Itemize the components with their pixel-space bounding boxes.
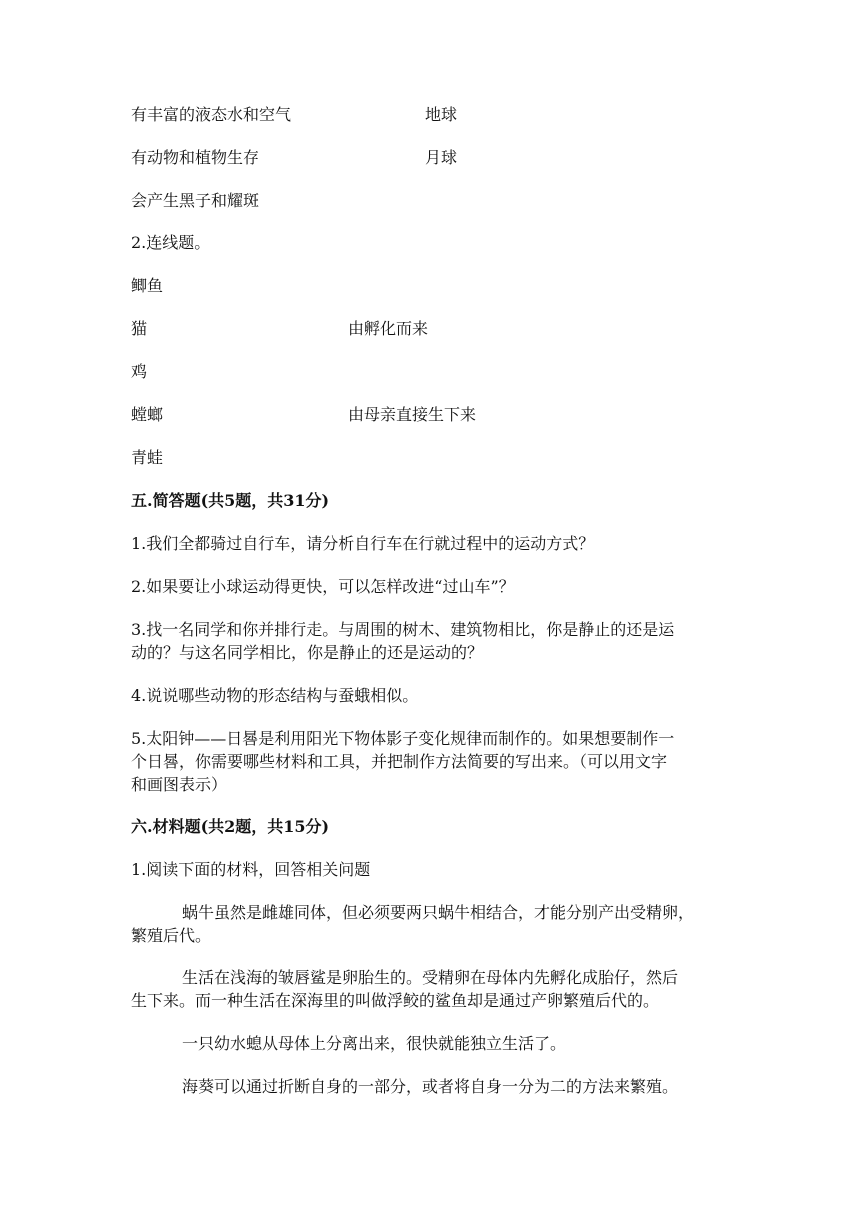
section5-question-5-line-1: 5.太阳钟——日晷是利用阳光下物体影子变化规律而制作的。如果想要制作一: [131, 729, 675, 748]
section5-question-2: 2.如果要让小球运动得更快，可以怎样改进“过山车”？: [131, 577, 515, 596]
match1-right-item-1: 地球: [425, 105, 458, 124]
match2-left-item-3: 鸡: [131, 362, 148, 381]
section5-question-5-line-3: 和画图表示）: [131, 775, 228, 794]
material-paragraph-1-line-1: 蜗牛虽然是雌雄同体，但必须要两只蜗牛相结合，才能分别产出受精卵，: [182, 903, 695, 922]
match2-left-item-4: 螳螂: [131, 405, 164, 424]
material-paragraph-3: 一只幼水螅从母体上分离出来，很快就能独立生活了。: [182, 1034, 567, 1053]
match1-left-item-3: 会产生黑子和耀斑: [131, 191, 260, 210]
match2-title: 2.连线题。: [131, 233, 211, 252]
match1-right-item-2: 月球: [425, 148, 458, 167]
material-paragraph-2-line-2: 生下来。而一种生活在深海里的叫做浮鲛的鲨鱼却是通过产卵繁殖后代的。: [131, 991, 660, 1010]
section5-question-3-line-1: 3.找一名同学和你并排行走。与周围的树木、建筑物相比，你是静止的还是运: [131, 620, 675, 639]
match2-left-item-1: 鲫鱼: [131, 276, 164, 295]
section5-heading: 五.简答题(共5题，共31分): [131, 491, 330, 510]
material-paragraph-4: 海葵可以通过折断自身的一部分，或者将自身一分为二的方法来繁殖。: [182, 1077, 679, 1096]
section6-heading: 六.材料题(共2题，共15分): [131, 817, 330, 836]
match1-left-item-1: 有丰富的液态水和空气: [131, 105, 292, 124]
material-paragraph-2-line-1: 生活在浅海的皱唇鲨是卵胎生的。受精卵在母体内先孵化成胎仔，然后: [182, 968, 679, 987]
section5-question-4: 4.说说哪些动物的形态结构与蚕蛾相似。: [131, 686, 419, 705]
match2-left-item-5: 青蛙: [131, 448, 164, 467]
section6-question-1: 1.阅读下面的材料，回答相关问题: [131, 860, 371, 879]
section5-question-1: 1.我们全都骑过自行车，请分析自行车在行就过程中的运动方式？: [131, 534, 595, 553]
match1-left-item-2: 有动物和植物生存: [131, 148, 260, 167]
section5-question-5-line-2: 个日晷，你需要哪些材料和工具，并把制作方法简要的写出来。（可以用文字: [131, 752, 668, 771]
section5-question-3-line-2: 动的？与这名同学相比，你是静止的还是运动的？: [131, 643, 484, 662]
match2-right-item-2: 由母亲直接生下来: [348, 405, 477, 424]
material-paragraph-1-line-2: 繁殖后代。: [131, 926, 212, 945]
match2-right-item-1: 由孵化而来: [348, 319, 429, 338]
match2-left-item-2: 猫: [131, 319, 148, 338]
